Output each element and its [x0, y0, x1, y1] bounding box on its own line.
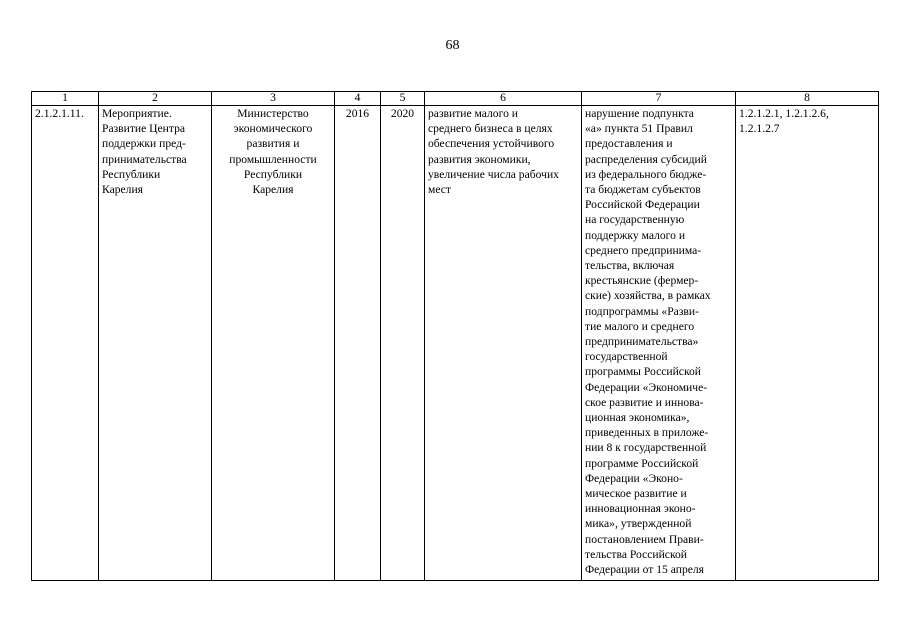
column-header: 6 — [425, 92, 582, 106]
column-header: 8 — [736, 92, 879, 106]
cell-expected-result: развитие малого и среднего бизнеса в целях обеспечения устойчивого развития экономики, увеличение числа рабочих мест — [425, 106, 582, 581]
column-header: 1 — [32, 92, 99, 106]
cell-code: 2.1.2.1.11. — [32, 106, 99, 581]
column-header: 3 — [212, 92, 335, 106]
table-header-row — [32, 92, 879, 106]
cell-indicators: 1.2.1.2.1, 1.2.1.2.6, 1.2.1.2.7 — [736, 106, 879, 581]
column-header: 2 — [99, 92, 212, 106]
cell-measure: Мероприятие. Развитие Центра поддержки пред- принимательства Республики Карелия — [99, 106, 212, 581]
cell-executor: Министерство экономического развития и промышленности Республики Карелия — [212, 106, 335, 581]
cell-consequences: нарушение подпункта «а» пункта 51 Правил предоставления и распределения субсидий из федерального бюдже- та бюджетам субъектов Российской Федерации на государственную поддержку малого и среднего предпринима- тельства, включая крестьянские (фермер- ские) хозяйства, в рамках подпрограммы «Разви- тие малого и среднего предпринимательства» государственной программы Российской Федерации «Экономиче- ское развитие и иннова- ционная экономика», приведенных в приложе- нии 8 к государственной программе Российской Федерации «Эконо- мическое развитие и инновационная эконо- мика», утвержденной постановлением Прави- тельства Российской Федерации от 15 апреля — [582, 106, 736, 581]
table-row — [32, 106, 879, 581]
cell-start-year: 2016 — [335, 106, 381, 581]
column-header: 7 — [582, 92, 736, 106]
column-header: 5 — [381, 92, 425, 106]
page-number: 68 — [445, 38, 460, 53]
data-table — [31, 91, 879, 581]
column-header: 4 — [335, 92, 381, 106]
cell-end-year: 2020 — [381, 106, 425, 581]
